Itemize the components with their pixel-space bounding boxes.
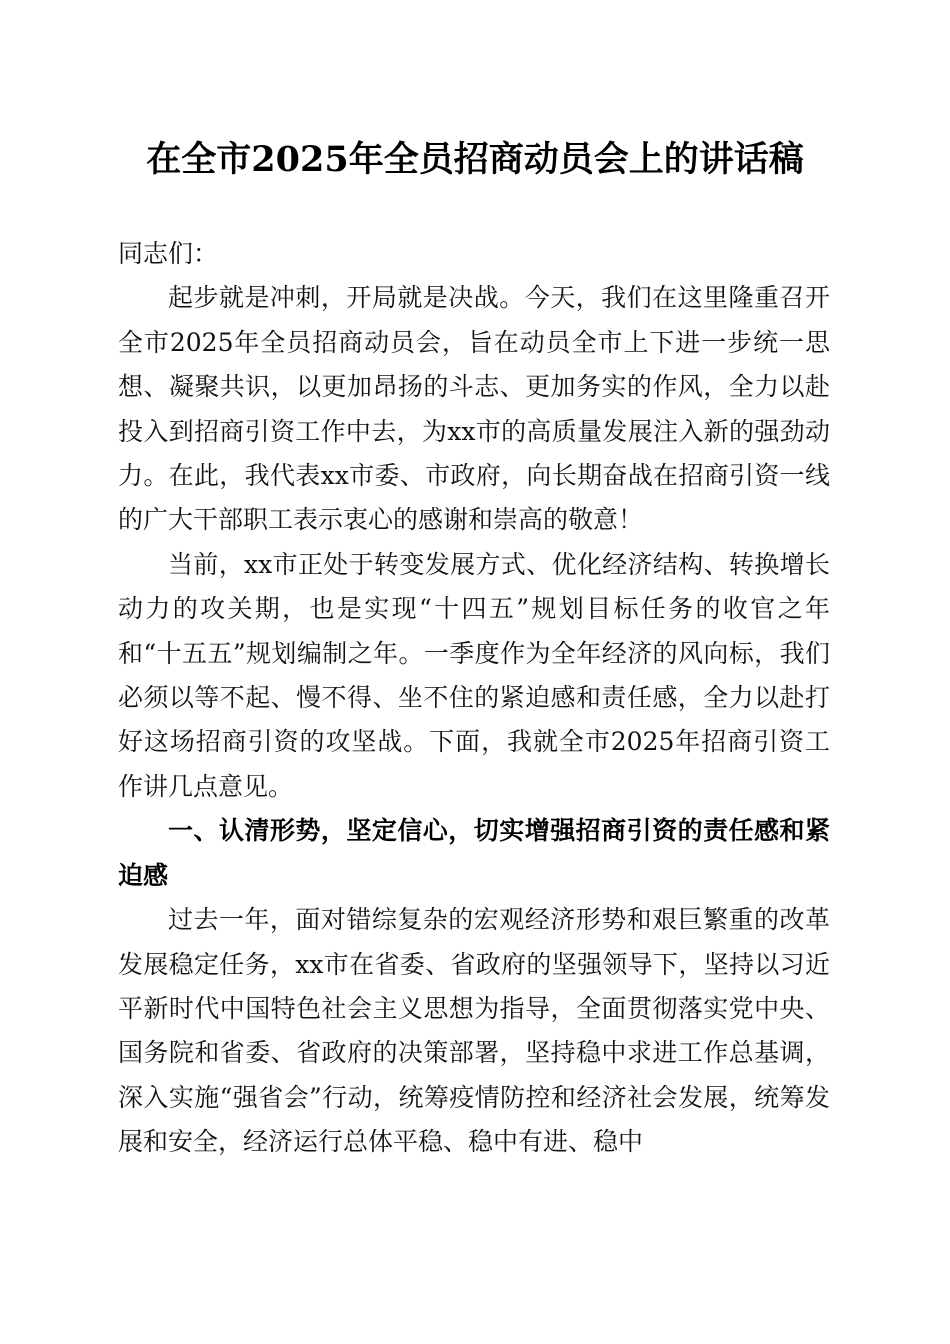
document-title: 在全市2025年全员招商动员会上的讲话稿 [146,139,804,180]
salutation: 同志们： [118,239,219,268]
document-body [118,232,830,1165]
paragraph-situation: 当前，xx市正处于转变发展方式、优化经济结构、转换增长动力的攻关期，也是实现“十四五”规划目标任务的收官之年和“十五五”规划编制之年。一季度作为全年经济的风向标，我们必须以等不起、慢不得、坐不住的紧迫感和责任感，全力以赴打好这场招商引资的攻坚战。下面，我就全市2025年招商引资工作讲几点意见。 [118,549,830,801]
section-heading: 一、认清形势，坚定信心，切实增强招商引资的责任感和紧迫感 [118,816,830,890]
paragraph-opening: 起步就是冲刺，开局就是决战。今天，我们在这里隆重召开全市2025年全员招商动员会，旨在动员全市上下进一步统一思想、凝聚共识，以更加昂扬的斗志、更加务实的作风，全力以赴投入到招商引资工作中去，为xx市的高质量发展注入新的强劲动力。在此，我代表xx市委、市政府，向长期奋战在招商引资一线的广大干部职工表示衷心的感谢和崇高的敬意！ [118,283,830,535]
section-paragraph: 过去一年，面对错综复杂的宏观经济形势和艰巨繁重的改革发展稳定任务，xx市在省委、省政府的坚强领导下，坚持以习近平新时代中国特色社会主义思想为指导，全面贯彻落实党中央、国务院和省委、省政府的决策部署，坚持稳中求进工作总基调，深入实施“强省会”行动，统筹疫情防控和经济社会发展，统筹发展和安全，经济运行总体平稳、稳中有进、稳中 [118,905,830,1157]
